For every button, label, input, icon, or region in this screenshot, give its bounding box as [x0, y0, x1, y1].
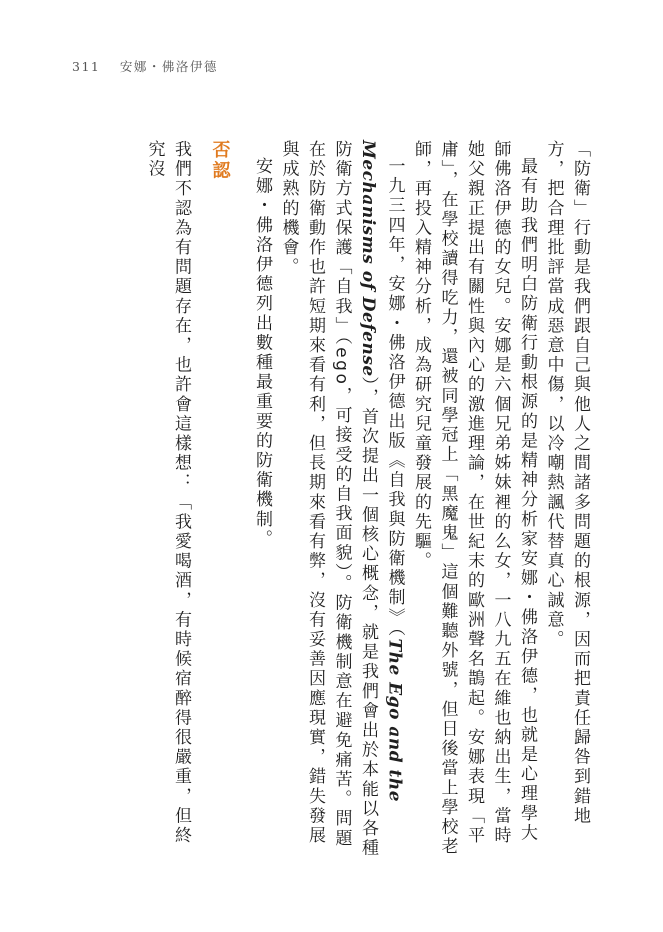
book-intro-text: 一九三四年，安娜・佛洛伊德出版《自我與防衛機制》（: [384, 157, 405, 639]
paragraph-ego-book: [275, 140, 408, 860]
section-heading-denial: 否認: [209, 140, 231, 182]
paragraph-anna-biography: 最有助我們明白防衛行動根源的是精神分析家安娜・佛洛伊德，也就是心理學大師佛洛伊德的女兒。安娜是六個兄弟姊妹裡的么女，一八九五在維也納出生，當時她父親正提出有關性與內心的激進理論，在世紀末的歐洲聲名鵲起。安娜表現「平庸」，在學校讀得吃力，還被同學冠上「黑魔鬼」這個難聽外號，但日後當上學校老師，再投入精神分析，成為研究兒童發展的先驅。: [411, 140, 537, 857]
book-concept-text: ），首次提出一個核心概念，就是我們會出於本能以各種防衛方式保護「自我」（ego，可接受的自我面貌）。防衛機制意在避免痛苦。問題在於防衛動作也許短期來看有利，但長期來看有弊，沒有妥善因應現實，錯失發展與成熟的機會。: [278, 140, 378, 859]
page-number: 311: [72, 59, 101, 74]
running-header: [72, 57, 218, 75]
vertical-body-text: [141, 140, 593, 860]
paragraph-mechanisms-list: 安娜・佛洛伊德列出數種最重要的防衛機制。: [252, 157, 272, 549]
running-title: 安娜・佛洛伊德: [119, 59, 218, 74]
paragraph-defense-problems: 「防衛」行動是我們跟自己與他人之間諸多問題的根源，因而把責任歸咎到錯地方，把合理批評當成惡意中傷，以冷嘲熱諷代替真心誠意。: [543, 140, 590, 826]
paragraph-denial: 我們不認為有問題存在，也許會這樣想：「我愛喝酒，有時候宿醉得很嚴重，但終究沒: [144, 140, 191, 846]
book-english-title: The Ego and the Mechanisms of Defense: [358, 140, 405, 803]
